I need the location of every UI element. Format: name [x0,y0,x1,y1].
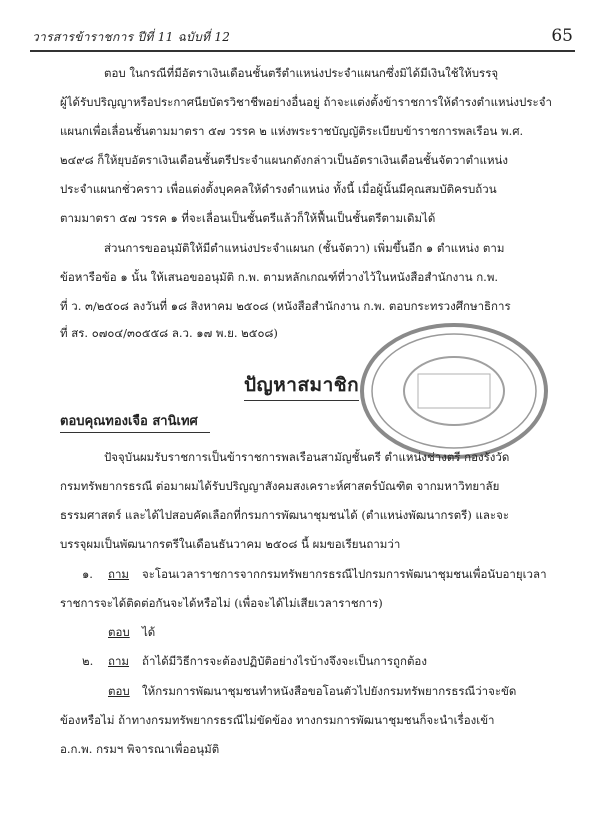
q1-line-1: จะโอนเวลาราชการจากกรมทรัพยากรธรณีไปกรมการพัฒนาชุมชนเพื่อนับอายุเวลา [142,567,547,581]
a2-line-1: ให้กรมการพัฒนาชุมชนทำหนังสือขอโอนตัวไปยังกรมทรัพยากรธรณีว่าจะขัด [142,684,517,698]
a1-text: ได้ [142,625,156,639]
page-number: 65 [551,26,573,46]
answer-2-line-4: ที่ สร. ๐๗๐๔/๓๐๕๕๘ ล.ว. ๑๗ พ.ย. ๒๕๐๘) [60,326,278,340]
a2-line-2: ข้องหรือไม่ ถ้าทางกรมทรัพยากรธรณีไม่ขัดข้อง ทางกรมการพัฒนาชุมชนก็จะนำเรื่องเข้า [60,713,495,727]
answer-1-line-4: ๒๔๙๘ ก็ให้ยุบอัตราเงินเดือนชั้นตรีประจำแผนกดังกล่าวเป็นอัตราเงินเดือนชั้นจัตวาตำแหน่ง [60,153,509,167]
answer-2-line-1: ส่วนการขออนุมัติให้มีตำแหน่งประจำแผนก (ชั้นจัตวา) เพิ่มขึ้นอีก ๑ ตำแหน่ง ตาม [104,241,505,255]
a2-line-3: อ.ก.พ. กรมฯ พิจารณาเพื่ออนุมัติ [60,742,220,756]
library-stamp [356,318,552,464]
answer-2-line-2: ข้อหารือข้อ ๑ นั้น ให้เสนอขออนุมัติ ก.พ. ตามหลักเกณฑ์ที่วางไว้ในหนังสือสำนักงาน ก.พ. [60,270,499,284]
a1-label: ตอบ [108,625,130,639]
page-header [30,26,575,52]
question-intro-line-1: ปัจจุบันผมรับราชการเป็นข้าราชการพลเรือนสามัญชั้นตรี ตำแหน่งช่างตรี กองรังวัด [104,450,510,464]
answer-1-line-1: ตอบ ในกรณีที่มีอัตราเงินเดือนชั้นตรีตำแหน่งประจำแผนกซึ่งมิได้มีเงินใช้ให้บรรจุ [104,66,499,80]
a2-label: ตอบ [108,684,130,698]
answer-1-line-6: ตามมาตรา ๕๗ วรรค ๑ ที่จะเลื่อนเป็นชั้นตรีแล้วก็ให้ฟื้นเป็นชั้นตรีตามเดิมได้ [60,211,436,225]
q2-number: ๒. [82,654,94,668]
reader-heading: ตอบคุณทองเจือ สานิเทศ [60,414,198,429]
heading-underline [60,432,210,433]
question-intro-line-2: กรมทรัพยากรธรณี ต่อมาผมได้รับปริญญาสังคมสงเคราะห์ศาสตร์บัณฑิต จากมหาวิทยาลัย [60,479,500,493]
q1-label: ถาม [108,567,130,581]
journal-title: วารสารข้าราชการ ปีที่ 11 ฉบับที่ 12 [32,30,231,44]
section-title: ปัญหาสมาชิก [244,370,359,401]
answer-1-line-5: ประจำแผนกชั่วคราว เพื่อแต่งตั้งบุคคลให้ดำรงตำแหน่ง ทั้งนี้ เมื่อผู้นั้นมีคุณสมบัติครบถ้วน [60,182,497,196]
q1-line-2: ราชการจะได้ติดต่อกันจะได้หรือไม่ (เพื่อจะได้ไม่เสียเวลาราชการ) [60,596,383,610]
answer-1-line-2: ผู้ได้รับปริญญาหรือประกาศนียบัตรวิชาชีพอย่างอื่นอยู่ ถ้าจะแต่งตั้งข้าราชการให้ดำรงตำแหน่งประจำ [60,95,552,109]
answer-2-line-3: ที่ ว. ๓/๒๕๐๘ ลงวันที่ ๑๘ สิงหาคม ๒๕๐๘ (หนังสือสำนักงาน ก.พ. ตอบกระทรวงศึกษาธิการ [60,299,511,313]
question-intro-line-4: บรรจุผมเป็นพัฒนากรตรีในเดือนธันวาคม ๒๕๐๘ นี้ ผมขอเรียนถามว่า [60,537,401,551]
q1-number: ๑. [82,567,93,581]
q2-label: ถาม [108,654,130,668]
q2-text: ถ้าได้มีวิธีการจะต้องปฏิบัติอย่างไรบ้างจึงจะเป็นการถูกต้อง [142,654,427,668]
answer-1-line-3: แผนกเพื่อเลื่อนชั้นตามมาตรา ๕๗ วรรค ๒ แห่งพระราชบัญญัติระเบียบข้าราชการพลเรือน พ.ศ. [60,124,524,138]
question-intro-line-3: ธรรมศาสตร์ และได้ไปสอบคัดเลือกที่กรมการพัฒนาชุมชนได้ (ตำแหน่งพัฒนากรตรี) และจะ [60,508,510,522]
